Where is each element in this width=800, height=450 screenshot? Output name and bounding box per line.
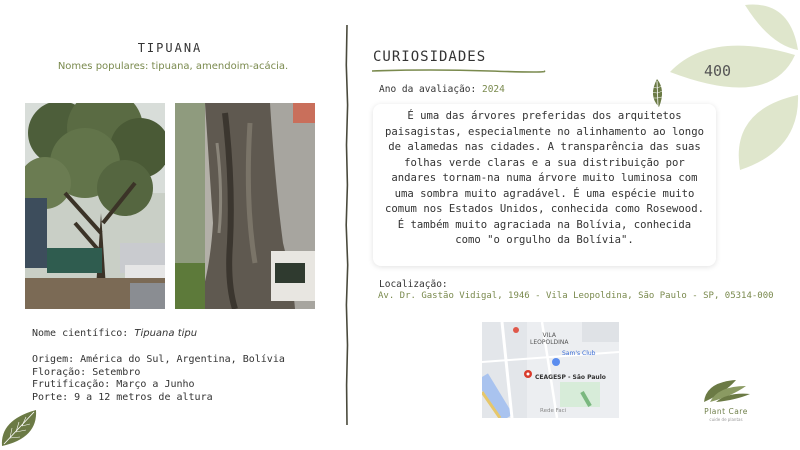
size: Porte: 9 a 12 metros de altura <box>32 391 213 403</box>
tree-details <box>32 354 285 404</box>
location-label: Localização: <box>379 279 448 290</box>
year-value: 2024 <box>481 84 505 95</box>
corner-leaf-icon <box>0 408 38 448</box>
map-area-label-2: LEOPOLDINA <box>530 339 569 346</box>
tree-trunk-photo <box>175 103 315 309</box>
origin: Origem: América do Sul, Argentina, Bolívia <box>32 354 285 365</box>
title-underline <box>370 68 546 74</box>
tree-canopy-photo <box>25 103 165 309</box>
curiosities-title: CURIOSIDADES <box>373 49 487 65</box>
popular-names: Nomes populares: tipuana, amendoim-acácia. <box>57 61 289 72</box>
brand-tagline: cuide de plantas <box>709 417 743 422</box>
scientific-name: Tipuana tipu <box>134 328 198 339</box>
curiosities-text: É uma das árvores preferidas dos arquitetos paisagistas, especialmente no alinhamento ao longo de alamedas nas cidades. A transparência das suas folhas verde claras e a sua distribuição por andares tornam-na numa árvore muito luminosa com uma sombra muito agradável. É uma espécie muito comum nos Estados Unidos, conhecida como Rosewood. É também muito agraciada na Bolívia, conhecida como "o orgulho da Bolívia". <box>385 110 704 246</box>
column-divider <box>342 25 352 425</box>
evaluation-year <box>379 84 505 95</box>
plant-care-logo-icon <box>696 378 754 404</box>
map-store-label: Sam's Club <box>562 350 596 357</box>
address: Av. Dr. Gastão Vidigal, 1946 - Vila Leopoldina, São Paulo - SP, 05314-000 <box>378 291 774 301</box>
map-place-label: CEAGESP - São Paulo <box>535 374 606 381</box>
flowering: Floração: Setembro <box>32 366 141 378</box>
location-map[interactable] <box>482 322 619 418</box>
brand-name: Plant Care <box>704 407 748 416</box>
scientific-name-line <box>32 328 197 339</box>
tree-name: TIPUANA <box>137 41 203 55</box>
year-label: Ano da avaliação: <box>379 84 477 95</box>
map-bottom-label: Rede Faci <box>540 408 567 414</box>
curiosities-card <box>373 104 716 266</box>
fruiting: Frutificação: Março a Junho <box>32 379 195 391</box>
scientific-name-label: Nome científico: <box>32 328 129 339</box>
map-area-label-1: VILA <box>542 332 556 339</box>
leaf-icon <box>648 78 666 108</box>
decorative-leaves-icon <box>670 0 800 175</box>
tree-number: 400 <box>704 62 732 80</box>
